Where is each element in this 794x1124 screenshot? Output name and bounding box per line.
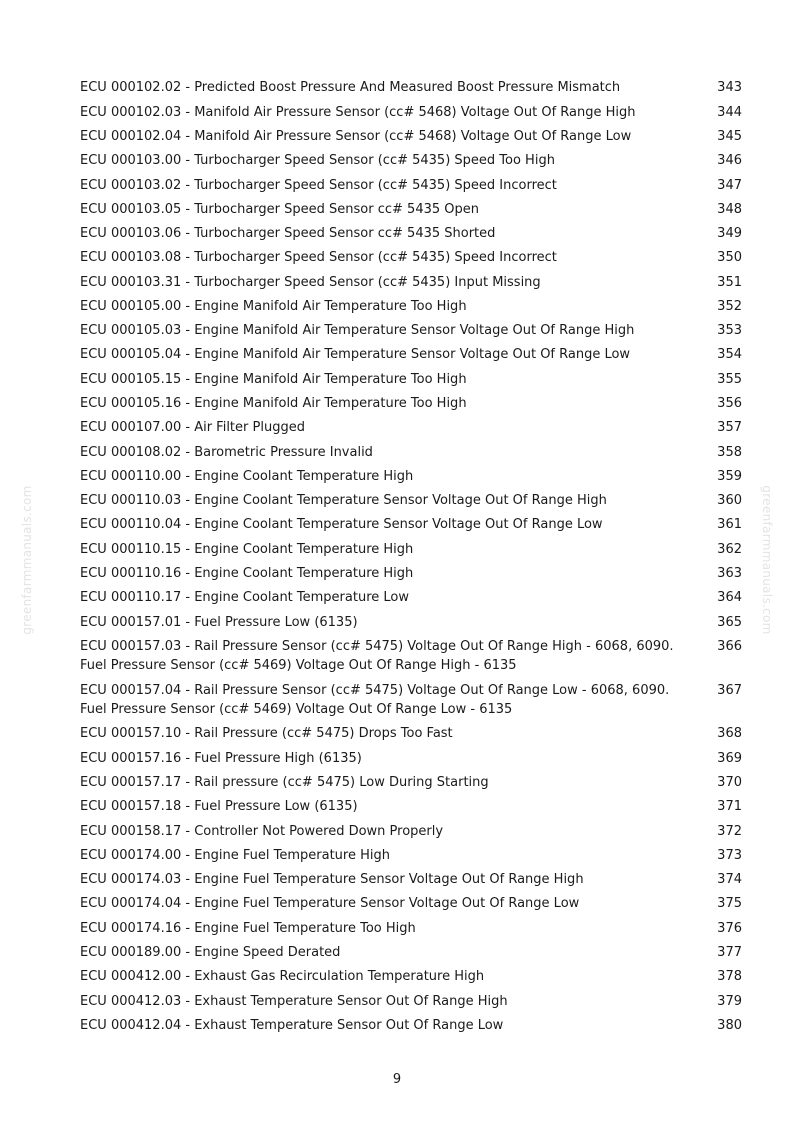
toc-entry[interactable]	[80, 941, 742, 965]
toc-entry[interactable]	[80, 819, 742, 843]
toc-entry-title: ECU 000158.17 - Controller Not Powered Down Properly	[80, 823, 444, 839]
toc-entry-page: 360	[717, 493, 742, 509]
toc-entry-page: 364	[717, 590, 742, 606]
toc-entry[interactable]	[80, 197, 742, 221]
toc-entry-page: 374	[717, 872, 742, 888]
toc-entry-title: ECU 000107.00 - Air Filter Plugged	[80, 420, 305, 436]
toc-entry[interactable]	[80, 868, 742, 892]
toc-entry[interactable]	[80, 892, 742, 916]
toc-entry-title: ECU 000157.16 - Fuel Pressure High (6135)	[80, 750, 362, 766]
toc-entry-title: ECU 000110.03 - Engine Coolant Temperature Sensor Voltage Out Of Range High	[80, 493, 607, 509]
toc-entry-page: 351	[717, 274, 742, 290]
toc-entry[interactable]	[80, 489, 742, 513]
toc-entry[interactable]	[80, 678, 742, 722]
toc-entry-page: 358	[717, 444, 742, 460]
toc-entry[interactable]	[80, 586, 742, 610]
toc-entry-page: 356	[717, 396, 742, 412]
toc-entry-page: 366	[717, 638, 742, 654]
toc-entry-page: 379	[717, 993, 742, 1009]
toc-entry-title: ECU 000105.15 - Engine Manifold Air Temperature Too High	[80, 371, 467, 387]
toc-entry[interactable]	[80, 440, 742, 464]
toc-entry-title: ECU 000110.00 - Engine Coolant Temperature High	[80, 468, 414, 484]
toc-entry-title: ECU 000174.00 - Engine Fuel Temperature High	[80, 847, 390, 863]
toc-entry-title: ECU 000102.04 - Manifold Air Pressure Sensor (cc# 5468) Voltage Out Of Range Low	[80, 128, 632, 144]
toc-entry[interactable]	[80, 100, 742, 124]
toc-entry-page: 376	[717, 920, 742, 936]
toc-entry[interactable]	[80, 246, 742, 270]
toc-entry[interactable]	[80, 965, 742, 989]
toc-entry-page: 369	[717, 750, 742, 766]
toc-entry[interactable]	[80, 634, 742, 678]
toc-entry-page: 377	[717, 944, 742, 960]
toc-entry[interactable]	[80, 416, 742, 440]
toc-entry-title: ECU 000105.16 - Engine Manifold Air Temperature Too High	[80, 396, 467, 412]
toc-entry[interactable]	[80, 173, 742, 197]
toc-entry-title: ECU 000412.00 - Exhaust Gas Recirculation Temperature High	[80, 969, 485, 985]
toc-entry[interactable]	[80, 343, 742, 367]
toc-entry-title: ECU 000103.31 - Turbocharger Speed Sensor (cc# 5435) Input Missing	[80, 274, 541, 290]
toc-entry-title: ECU 000102.03 - Manifold Air Pressure Sensor (cc# 5468) Voltage Out Of Range High	[80, 104, 636, 120]
toc-entry-title: ECU 000110.15 - Engine Coolant Temperature High	[80, 541, 414, 557]
toc-entry[interactable]	[80, 465, 742, 489]
toc-entry[interactable]	[80, 610, 742, 634]
toc-entry-page: 373	[717, 847, 742, 863]
toc-entry-page: 362	[717, 541, 742, 557]
toc-entry-title: ECU 000174.04 - Engine Fuel Temperature Sensor Voltage Out Of Range Low	[80, 896, 580, 912]
toc-entry-title: ECU 000157.03 - Rail Pressure Sensor (cc# 5475) Voltage Out Of Range High - 6068, 6090. Fuel Pressure Sensor (cc# 5469) Voltage Out Of Range High - 6135	[80, 638, 674, 674]
watermark-right: greenfarmmanuals.com	[760, 485, 774, 635]
toc-entry[interactable]	[80, 513, 742, 537]
toc-entry-title: ECU 000108.02 - Barometric Pressure Invalid	[80, 444, 373, 460]
toc-entry-page: 347	[717, 177, 742, 193]
toc-entry[interactable]	[80, 771, 742, 795]
toc-entry[interactable]	[80, 270, 742, 294]
toc-entry-title: ECU 000103.00 - Turbocharger Speed Sensor (cc# 5435) Speed Too High	[80, 153, 555, 169]
toc-entry-title: ECU 000157.18 - Fuel Pressure Low (6135)	[80, 799, 358, 815]
toc-entry[interactable]	[80, 746, 742, 770]
toc-entry[interactable]	[80, 319, 742, 343]
toc-entry-page: 372	[717, 823, 742, 839]
toc-entry[interactable]	[80, 149, 742, 173]
toc-entry-page: 357	[717, 420, 742, 436]
toc-entry[interactable]	[80, 843, 742, 867]
toc-entry-page: 380	[717, 1017, 742, 1033]
toc-entry-page: 350	[717, 250, 742, 266]
toc-entry-page: 349	[717, 226, 742, 242]
toc-entry-page: 354	[717, 347, 742, 363]
toc-entry-page: 375	[717, 896, 742, 912]
toc-entry-title: ECU 000157.01 - Fuel Pressure Low (6135)	[80, 614, 358, 630]
toc-entry-title: ECU 000105.03 - Engine Manifold Air Temperature Sensor Voltage Out Of Range High	[80, 323, 635, 339]
toc-entry-title: ECU 000110.16 - Engine Coolant Temperature High	[80, 566, 414, 582]
toc-entry-page: 363	[717, 566, 742, 582]
toc-entry-page: 365	[717, 614, 742, 630]
watermark-left: greenfarmmanuals.com	[20, 485, 34, 635]
toc-entry[interactable]	[80, 722, 742, 746]
toc-entry-page: 352	[717, 298, 742, 314]
toc-entry-title: ECU 000157.17 - Rail pressure (cc# 5475) Low During Starting	[80, 774, 489, 790]
toc-entry-title: ECU 000110.17 - Engine Coolant Temperature Low	[80, 590, 409, 606]
toc-entry-page: 371	[717, 799, 742, 815]
toc-entry-title: ECU 000189.00 - Engine Speed Derated	[80, 944, 341, 960]
page-number: 9	[392, 1072, 402, 1087]
toc-entry[interactable]	[80, 537, 742, 561]
toc-entry-title: ECU 000174.03 - Engine Fuel Temperature Sensor Voltage Out Of Range High	[80, 872, 584, 888]
toc-entry-page: 359	[717, 468, 742, 484]
toc-entry-page: 370	[717, 774, 742, 790]
toc-entry-page: 343	[717, 80, 742, 96]
toc-entry-title: ECU 000105.04 - Engine Manifold Air Temperature Sensor Voltage Out Of Range Low	[80, 347, 631, 363]
toc-entry[interactable]	[80, 562, 742, 586]
toc-entry[interactable]	[80, 1013, 742, 1037]
toc-entry[interactable]	[80, 367, 742, 391]
toc-entry-title: ECU 000103.05 - Turbocharger Speed Sensor cc# 5435 Open	[80, 201, 479, 217]
toc-entry-page: 355	[717, 371, 742, 387]
toc-entry[interactable]	[80, 916, 742, 940]
toc-entry[interactable]	[80, 295, 742, 319]
toc-entry-title: ECU 000157.04 - Rail Pressure Sensor (cc# 5475) Voltage Out Of Range Low - 6068, 6090. Fuel Pressure Sensor (cc# 5469) Voltage Out Of Range Low - 6135	[80, 682, 670, 718]
toc-entry-title: ECU 000103.08 - Turbocharger Speed Sensor (cc# 5435) Speed Incorrect	[80, 250, 557, 266]
toc-entry-title: ECU 000174.16 - Engine Fuel Temperature Too High	[80, 920, 416, 936]
toc-entry-title: ECU 000103.06 - Turbocharger Speed Sensor cc# 5435 Shorted	[80, 226, 496, 242]
toc-entry[interactable]	[80, 989, 742, 1013]
toc-entry-page: 361	[717, 517, 742, 533]
toc-entry-page: 353	[717, 323, 742, 339]
toc-entry-title: ECU 000412.04 - Exhaust Temperature Sensor Out Of Range Low	[80, 1017, 504, 1033]
toc-entry-title: ECU 000103.02 - Turbocharger Speed Sensor (cc# 5435) Speed Incorrect	[80, 177, 557, 193]
toc-entry[interactable]	[80, 125, 742, 149]
toc-entry[interactable]	[80, 76, 742, 100]
table-of-contents	[80, 76, 742, 1038]
toc-entry-title: ECU 000102.02 - Predicted Boost Pressure And Measured Boost Pressure Mismatch	[80, 80, 621, 96]
toc-entry-page: 348	[717, 201, 742, 217]
toc-entry-title: ECU 000157.10 - Rail Pressure (cc# 5475) Drops Too Fast	[80, 726, 453, 742]
toc-entry-page: 344	[717, 104, 742, 120]
toc-entry-title: ECU 000110.04 - Engine Coolant Temperature Sensor Voltage Out Of Range Low	[80, 517, 603, 533]
toc-entry-title: ECU 000105.00 - Engine Manifold Air Temperature Too High	[80, 298, 467, 314]
toc-entry[interactable]	[80, 392, 742, 416]
toc-entry-title: ECU 000412.03 - Exhaust Temperature Sensor Out Of Range High	[80, 993, 508, 1009]
toc-entry-page: 345	[717, 128, 742, 144]
toc-entry[interactable]	[80, 222, 742, 246]
toc-entry-page: 367	[717, 682, 742, 698]
toc-entry-page: 346	[717, 153, 742, 169]
toc-entry-page: 378	[717, 969, 742, 985]
toc-entry[interactable]	[80, 795, 742, 819]
toc-entry-page: 368	[717, 726, 742, 742]
